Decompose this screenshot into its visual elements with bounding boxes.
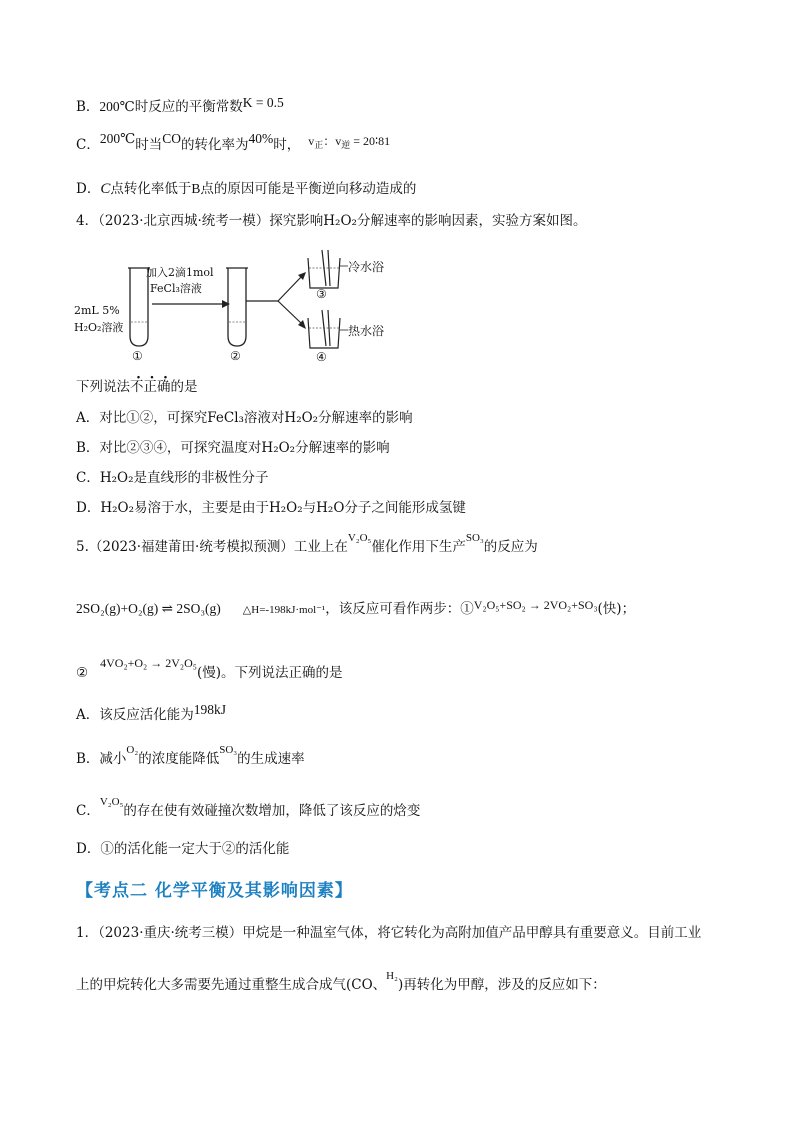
tube-label-1: ① [132, 349, 143, 363]
ratio-sep: ： [323, 134, 336, 148]
line-text: )再转化为甲醇，涉及的反应如下： [397, 977, 606, 993]
hot-bath-label: 热水浴 [348, 324, 385, 338]
so3-formula: SO₃ [219, 744, 238, 756]
v-reverse: v [335, 134, 342, 148]
forward-sub: 正 [314, 140, 324, 150]
step2-equation: 4VO₂+O₂ → 2V₂O₅ [100, 656, 197, 670]
q5-option-b [76, 744, 305, 769]
q5-option-a [76, 702, 227, 724]
stem-prefix: 4．（2023·北京西城·统考一模）探究影响 [76, 213, 324, 229]
q4-option-c: C．H₂O₂是直线形的非极性分子 [76, 470, 269, 486]
add-label-1: 加入2滴1mol [146, 266, 214, 279]
so3-formula: SO₃ [465, 532, 484, 544]
h2o2-formula: H₂O₂ [323, 213, 357, 229]
reverse-sub: 逆 [341, 140, 351, 150]
option-text: 的浓度能降低 [138, 751, 220, 767]
beaker-4 [308, 310, 348, 348]
step1-rate: (快)； [597, 601, 636, 617]
point-b: B [191, 181, 201, 196]
option-text: A．该反应活化能为 [76, 707, 194, 723]
test-tube-2 [226, 268, 248, 346]
temperature-value: 200℃ [99, 99, 135, 114]
experiment-figure [72, 246, 402, 380]
solution-label-1: 2mL 5% [74, 304, 120, 317]
activation-energy: 198kJ [193, 702, 227, 717]
q4-option-b: B．对比②③④，可探究温度对H₂O₂分解速率的影响 [76, 440, 390, 456]
tube-label-2: ② [230, 349, 241, 363]
q5-step2-line [76, 656, 343, 682]
q4-ask [76, 378, 198, 396]
v2o5-formula: V₂O₅ [99, 796, 124, 808]
line-text: 上的甲烷转化大多需要先通过重整生成合成气(CO、 [76, 977, 387, 993]
s2-q1-line1: 1．（2023·重庆·统考三模）甲烷是一种温室气体，将它转化为高附加值产品甲醇具有重要意义。目前工业 [76, 925, 702, 941]
step1-equation: V₂O₅+SO₂ → 2VO₂+SO₃ [473, 598, 598, 612]
option-text: 时当 [135, 137, 163, 153]
v2o5-formula: V₂O₅ [347, 532, 372, 544]
stem-text: 催化作用下生产 [371, 539, 466, 555]
option-text: 的生成速率 [237, 751, 305, 767]
equilibrium-constant: K = 0.5 [242, 95, 284, 110]
option-label: D． [76, 181, 101, 197]
o2-formula: O₂ [126, 744, 139, 756]
co-formula: CO [162, 131, 181, 146]
beaker-label-4: ④ [316, 350, 327, 364]
add-arrow [152, 300, 230, 308]
q5-option-c [76, 796, 421, 821]
q5-equation-line [76, 600, 635, 619]
point-c: C [100, 181, 111, 197]
add-label-2: FeCl₃溶液 [150, 282, 202, 295]
option-text: 时反应的平衡常数 [134, 99, 243, 115]
rate-ratio [308, 134, 390, 148]
overall-equation: 2SO₂(g)+O₂(g) ⇌ 2SO₃(g) [76, 601, 221, 616]
ratio-value: = 20∶81 [350, 134, 391, 148]
q5-stem [76, 532, 538, 557]
emphasis-char: 确 [157, 379, 171, 395]
section-heading: 【考点二 化学平衡及其影响因素】 [76, 881, 353, 901]
stem-text: 的反应为 [483, 539, 538, 555]
stem-text: 5.（2023·福建莆田·统考模拟预测）工业上在 [76, 539, 348, 555]
emphasis-char: 不 [130, 379, 144, 395]
option-text: 的存在使有效碰撞次数增加，降低了该反应的焓变 [123, 803, 421, 819]
option-text: 的转化率为 [180, 137, 249, 153]
q5-option-d: D．①的活化能一定大于②的活化能 [76, 841, 290, 857]
h2-formula: H₂ [386, 970, 398, 982]
emphasis-char: 正 [143, 379, 157, 395]
step2-rate: (慢)。下列说法正确的是 [196, 665, 343, 681]
q3-option-c [76, 131, 391, 155]
v-forward: v [308, 134, 315, 148]
branch-arrows [246, 272, 306, 329]
q4-stem [76, 212, 586, 230]
option-label: C． [76, 803, 100, 819]
q3-option-b [76, 95, 284, 116]
ask-suffix: 的是 [170, 379, 198, 395]
beaker-3 [308, 250, 348, 288]
enthalpy-change: △H=-198kJ·mol⁻¹ [242, 604, 326, 616]
option-text: 点转化率低于 [110, 181, 192, 197]
option-label: C． [76, 137, 100, 153]
stem-suffix: 分解速率的影响因素，实验方案如图。 [356, 213, 587, 229]
ask-prefix: 下列说法 [76, 379, 130, 395]
step2-label: ② [76, 665, 89, 681]
conversion-percent: 40% [248, 131, 274, 146]
option-text: 时， [273, 137, 301, 153]
q3-option-d [76, 180, 416, 198]
s2-q1-line2 [76, 970, 606, 995]
option-label: B． [76, 99, 100, 115]
option-text: B．减小 [76, 751, 127, 767]
equation-text: ，该反应可看作两步：① [325, 601, 474, 617]
option-text: 点的原因可能是平衡逆向移动造成的 [200, 181, 417, 197]
temperature-value: 200℃ [99, 131, 136, 146]
beaker-label-3: ③ [316, 287, 327, 301]
solution-label-2: H₂O₂溶液 [74, 321, 124, 334]
q4-option-a: A．对比①②，可探究FeCl₃溶液对H₂O₂分解速率的影响 [76, 410, 413, 426]
cold-bath-label: 冷水浴 [348, 260, 385, 274]
q4-option-d: D．H₂O₂易溶于水，主要是由于H₂O₂与H₂O分子之间能形成氢键 [76, 500, 466, 516]
